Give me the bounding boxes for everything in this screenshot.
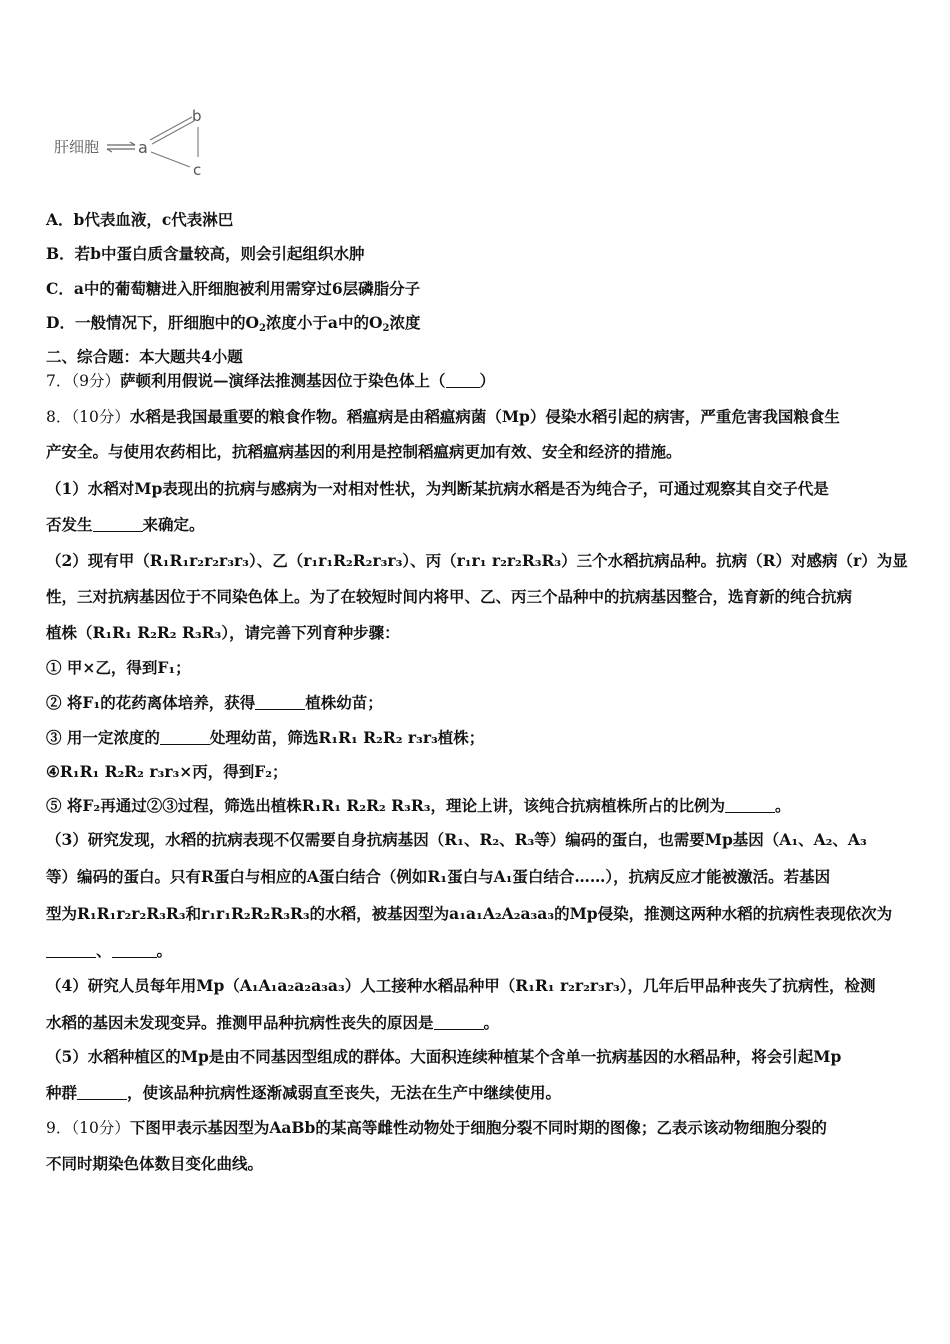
answer-blank[interactable]: [725, 796, 775, 813]
answer-blank[interactable]: [93, 515, 143, 532]
diagram-node-c: c: [193, 161, 202, 179]
q8-step-3: ③ 用一定浓度的 处理幼苗，筛选R₁R₁ R₂R₂ r₃r₃植株；: [46, 728, 485, 747]
q8-part3-c: 型为R₁R₁r₂r₂R₃R₃和r₁r₁R₂R₂R₃R₃的水稻，被基因型为a₁a₁A₂A₂a₃a₃的Mp侵染，推测这两种水稻的抗病性表现依次为: [46, 904, 893, 923]
diagram-arrow-a-b-2: [152, 121, 194, 144]
fluid-diagram-svg: [50, 105, 220, 180]
q8-step-1: ① 甲×乙，得到F₁；: [46, 658, 191, 677]
question-8-intro-2: 产安全。与使用农药相比，抗稻瘟病基因的利用是控制稻瘟病更加有效、安全和经济的措施。: [46, 442, 682, 461]
q8-part2-b: 性，三对抗病基因位于不同染色体上。为了在较短时间内将甲、乙、丙三个品种中的抗病基因整合，选育新的纯合抗病: [46, 587, 853, 606]
fluid-diagram: [50, 105, 220, 180]
question-8-intro-1: 8．（10分）水稻是我国最重要的粮食作物。稻瘟病是由稻瘟病菌（Mp）侵染水稻引起的病害，严重危害我国粮食生: [46, 407, 840, 426]
diagram-arrow-a-b-1: [150, 117, 192, 140]
question-7: 7．（9分）萨顿利用假说—演绎法推测基因位于染色体上（ ）: [46, 371, 496, 390]
option-c: C．a中的葡萄糖进入肝细胞被利用需穿过6层磷脂分子: [46, 279, 421, 298]
question-9-line-2: 不同时期染色体数目变化曲线。: [46, 1154, 264, 1173]
q8-part5-b: 种群 ，使该品种抗病性逐渐减弱直至丧失，无法在生产中继续使用。: [46, 1083, 562, 1102]
answer-blank[interactable]: [255, 693, 305, 710]
answer-blank[interactable]: [160, 728, 210, 745]
section-heading: 二、综合题：本大题共4小题: [46, 347, 243, 366]
q8-part1-a: （1）水稻对Mp表现出的抗病与感病为一对相对性状，为判断某抗病水稻是否为纯合子，可通过观察其自交子代是: [46, 479, 829, 498]
q8-step-2: ② 将F₁的花药离体培养，获得 植株幼苗；: [46, 693, 383, 712]
q8-part4-a: （4）研究人员每年用Mp（A₁A₁a₂a₂a₃a₃）人工接种水稻品种甲（R₁R₁ r₂r₂r₃r₃），几年后甲品种丧失了抗病性，检测: [46, 976, 876, 995]
q8-step-5: ⑤ 将F₂再通过②③过程，筛选出植株R₁R₁ R₂R₂ R₃R₃，理论上讲，该纯合抗病植株所占的比例为 。: [46, 796, 791, 815]
question-9-line-1: 9．（10分）下图甲表示基因型为AaBb的某高等雌性动物处于细胞分裂不同时期的图像；乙表示该动物细胞分裂的: [46, 1118, 827, 1137]
option-b: B．若b中蛋白质含量较高，则会引起组织水肿: [46, 244, 365, 263]
diagram-label-liver-cell: 肝细胞: [54, 138, 100, 156]
answer-blank[interactable]: [77, 1083, 127, 1100]
answer-blank[interactable]: [434, 1013, 484, 1030]
answer-blank[interactable]: [446, 371, 480, 388]
q8-part3-a: （3）研究发现，水稻的抗病表现不仅需要自身抗病基因（R₁、R₂、R₃等）编码的蛋白，也需要Mp基因（A₁、A₂、A₃: [46, 830, 867, 849]
diagram-node-b: b: [192, 107, 202, 125]
answer-blank[interactable]: [46, 941, 96, 958]
q8-part1-b: 否发生 来确定。: [46, 515, 205, 534]
option-d: D．一般情况下，肝细胞中的$O_2$浓度小于a中的$O_2$浓度: [46, 313, 421, 334]
q8-part2-c: 植株（R₁R₁ R₂R₂ R₃R₃），请完善下列育种步骤：: [46, 623, 400, 642]
q8-part3-b: 等）编码的蛋白。只有R蛋白与相应的A蛋白结合（例如R₁蛋白与A₁蛋白结合……），抗病反应才能被激活。若基因: [46, 867, 831, 886]
option-a: A．b代表血液，c代表淋巴: [46, 210, 234, 229]
q8-part5-a: （5）水稻种植区的Mp是由不同基因型组成的群体。大面积连续种植某个含单一抗病基因的水稻品种，将会引起Mp: [46, 1047, 842, 1066]
q8-part4-b: 水稻的基因未发现变异。推测甲品种抗病性丧失的原因是 。: [46, 1013, 500, 1032]
diagram-node-a: a: [138, 138, 148, 157]
q8-part2-a: （2）现有甲（R₁R₁r₂r₂r₃r₃）、乙（r₁r₁R₂R₂r₃r₃）、丙（r₁r₁ r₂r₂R₃R₃）三个水稻抗病品种。抗病（R）对感病（r）为显: [46, 551, 908, 570]
q8-step-4: ④R₁R₁ R₂R₂ r₃r₃×丙，得到F₂；: [46, 762, 288, 781]
q8-part3-d: 、 。: [46, 940, 172, 962]
diagram-arrow-a-c: [151, 152, 190, 167]
answer-blank[interactable]: [112, 941, 157, 958]
